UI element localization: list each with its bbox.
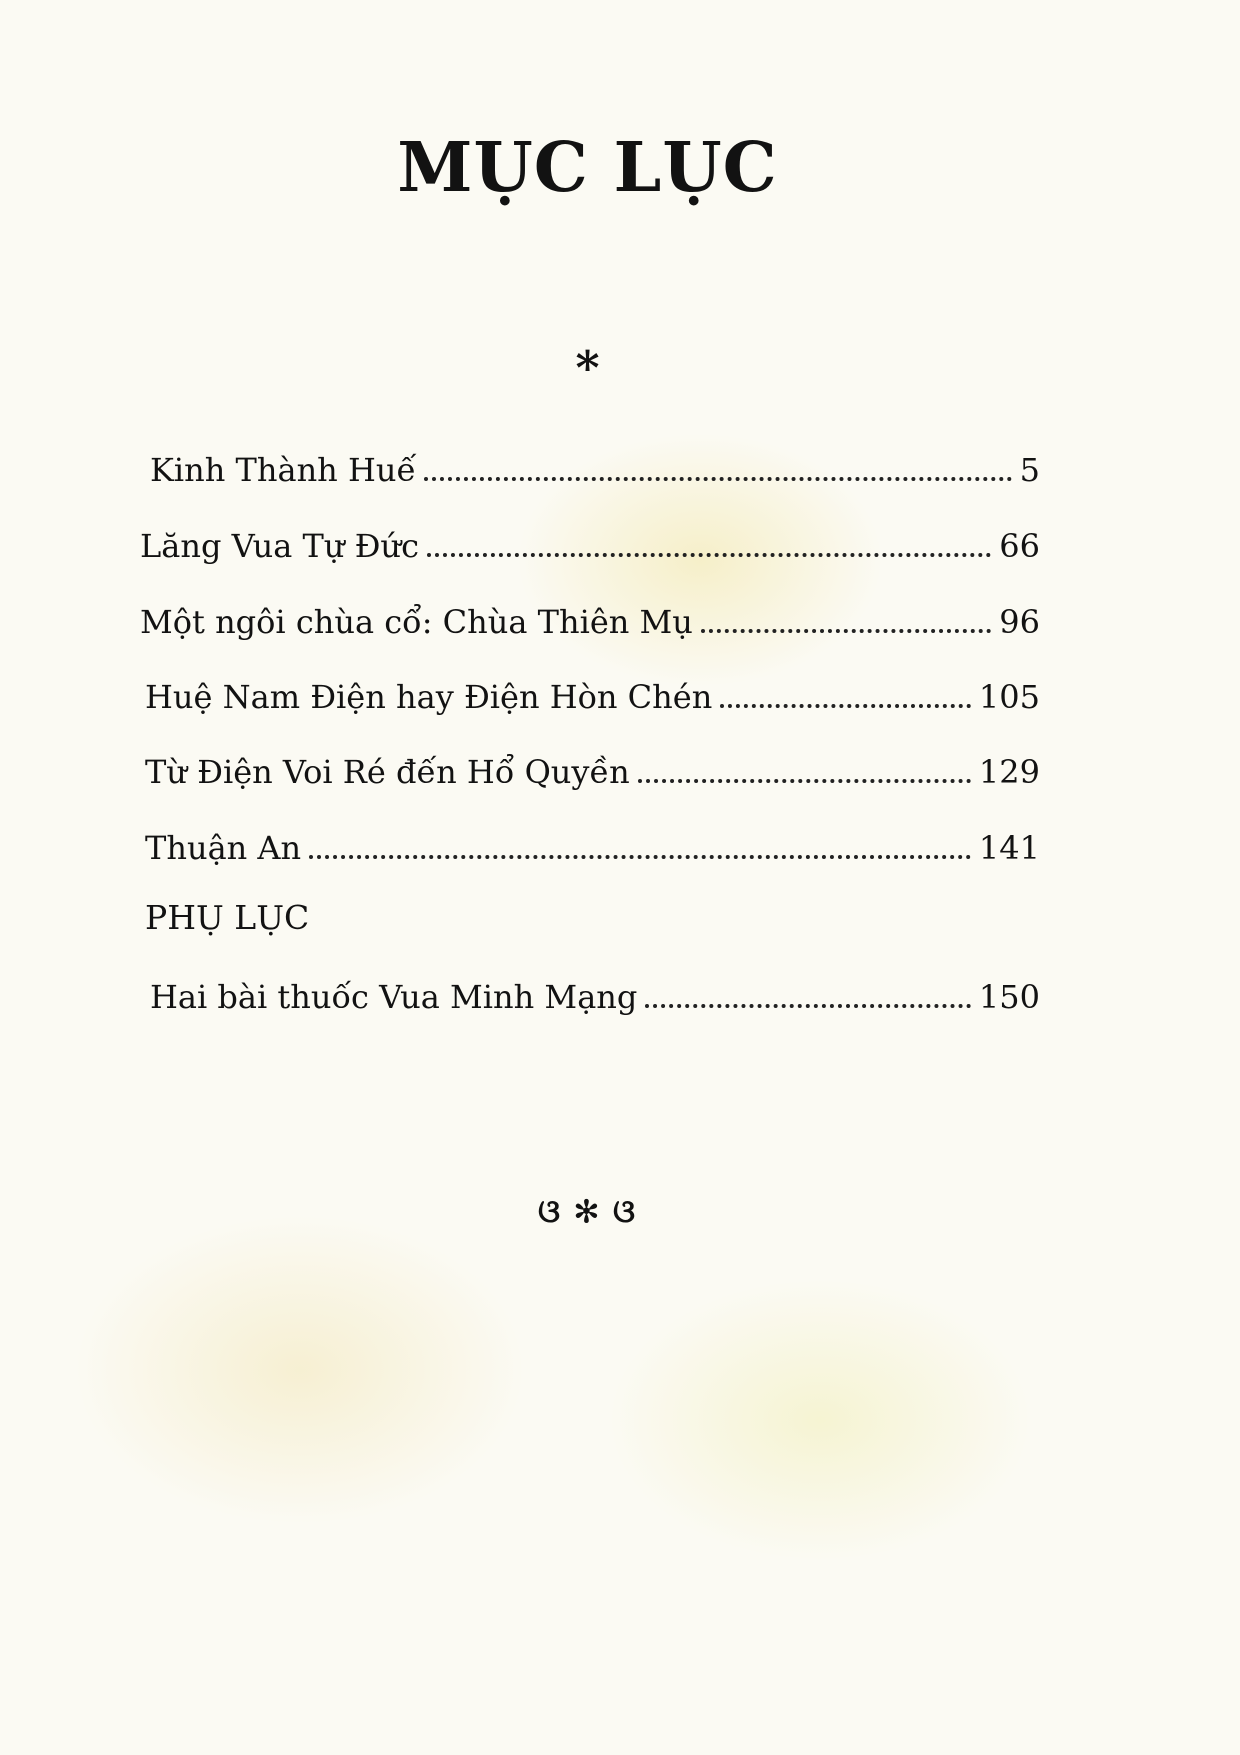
toc-entry-page: 141 xyxy=(978,829,1040,867)
toc-entry-kinh-thanh-hue xyxy=(150,440,1040,490)
toc-entry-hue-nam-dien xyxy=(145,667,1040,717)
toc-entry-title: Thuận An xyxy=(145,829,302,867)
toc-entry-page: 5 xyxy=(1019,451,1040,489)
toc-entry-title: Lăng Vua Tự Đức xyxy=(140,527,419,565)
toc-entry-title: Từ Điện Voi Ré đến Hổ Quyền xyxy=(145,753,630,791)
toc-entry-page: 96 xyxy=(999,603,1040,641)
toc-entry-title: Hai bài thuốc Vua Minh Mạng xyxy=(150,978,638,1016)
dot-leader xyxy=(638,779,971,783)
dot-leader xyxy=(309,855,971,859)
page-title: MỤC LỤC xyxy=(397,128,778,208)
toc-entry-chua-thien-mu xyxy=(140,592,1040,642)
separator-asterisk: * xyxy=(575,341,600,395)
toc-entry-page: 150 xyxy=(978,978,1040,1016)
toc-entry-thuan-an xyxy=(145,818,1040,868)
toc-entry-page: 129 xyxy=(978,753,1040,791)
appendix-heading: PHỤ LỤC xyxy=(145,898,310,937)
toc-entry-dien-voi-re xyxy=(145,742,1040,792)
closing-ornament: ଓ ✻ ଓ xyxy=(537,1192,637,1230)
dot-leader xyxy=(701,629,991,633)
toc-entry-lang-vua-tu-duc xyxy=(140,516,1040,566)
dot-leader xyxy=(720,704,971,708)
toc-entry-title: Huệ Nam Điện hay Điện Hòn Chén xyxy=(145,678,713,716)
toc-entry-title: Kinh Thành Huế xyxy=(150,451,417,489)
toc-entry-page: 66 xyxy=(999,527,1040,565)
dot-leader xyxy=(424,477,1011,481)
toc-entry-title: Một ngôi chùa cổ: Chùa Thiên Mụ xyxy=(140,603,693,641)
toc-entry-page: 105 xyxy=(978,678,1040,716)
toc-entry-hai-bai-thuoc xyxy=(150,967,1040,1017)
dot-leader xyxy=(645,1004,971,1008)
dot-leader xyxy=(427,553,991,557)
